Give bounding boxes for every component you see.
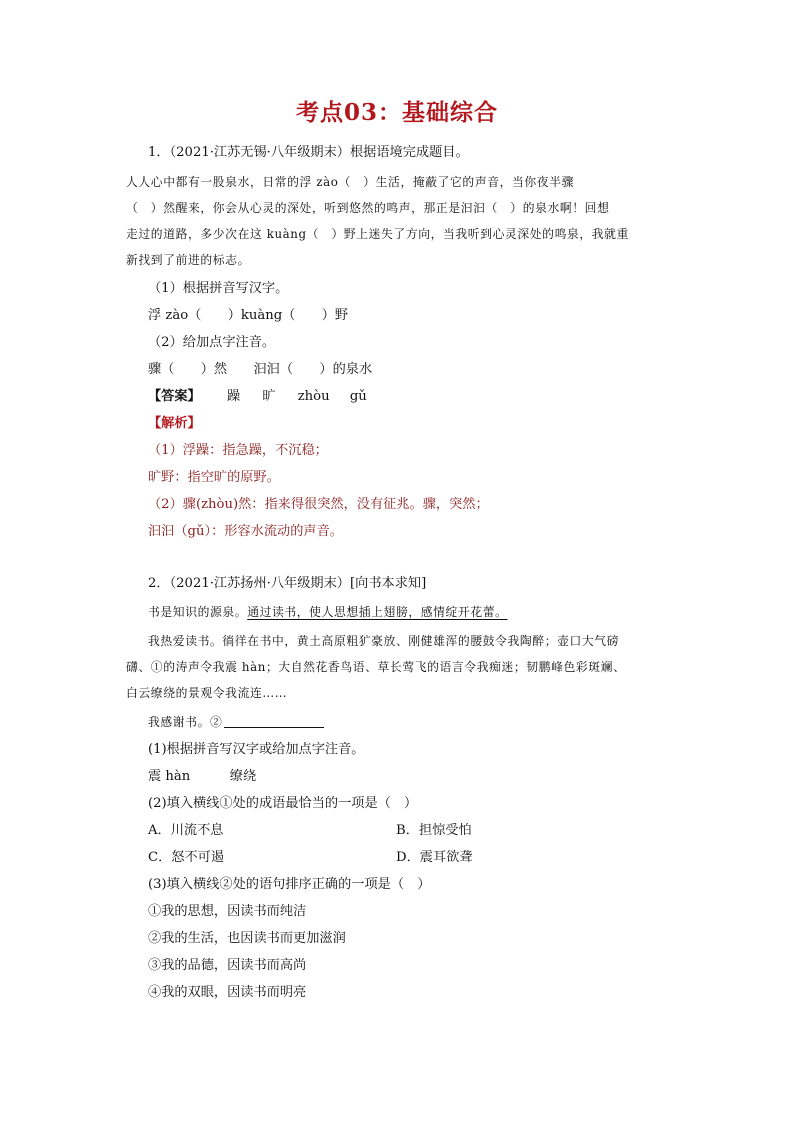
- answer-blank: [224, 713, 324, 728]
- q2-sub1-line: 震 hàn 缭绕: [148, 769, 257, 784]
- answer-value: 旷: [262, 389, 276, 404]
- q2-thanks-text: 我感谢书。②: [148, 715, 223, 729]
- q1-passage-line: （ ）然醒来，你会从心灵的深处，听到悠然的鸣声，那正是汩汩（ ）的泉水啊！回想: [126, 201, 610, 215]
- option-c: C．怒不可遏: [148, 850, 225, 865]
- q2-passage-line: 礴、①的涛声令我震 hàn；大自然花香鸟语、草长莺飞的语言令我痴迷；韧鹏峰色彩斑斓、: [126, 660, 626, 674]
- sentence-item: ③我的品德，因读书而高尚: [148, 958, 307, 973]
- q2-passage-line: 白云缭绕的景观令我流连……: [126, 686, 288, 700]
- analysis-tag: 【解析】: [148, 416, 201, 431]
- q2-intro-plain: 书是知识的源泉。: [148, 605, 248, 619]
- q1-answer-row: [148, 387, 367, 407]
- answer-value: 躁: [226, 389, 241, 404]
- page-title: 考点03：基础综合: [295, 99, 498, 126]
- q2-intro-underlined: 通过读书，使人思想插上翅膀，感情绽开花蕾。: [247, 605, 508, 619]
- q2-sub2-prompt: (2)填入横线①处的成语最恰当的一项是（ ）: [148, 796, 418, 811]
- analysis-line: 汩汩（gǔ）：形容水流动的声音。: [148, 524, 343, 539]
- analysis-line: （1）浮躁：指急躁，不沉稳；: [148, 443, 328, 458]
- q2-intro: [148, 602, 508, 622]
- answer-value: gǔ: [349, 389, 367, 404]
- q1-sub2-line: 骤（ ）然 汩汩（ ）的泉水: [148, 362, 373, 377]
- option-b: B．担惊受怕: [396, 823, 472, 838]
- q2-sub3-prompt: (3)填入横线②处的语句排序正确的一项是（ ）: [148, 877, 431, 892]
- analysis-row: [148, 414, 201, 434]
- q1-heading: 1．（2021·江苏无锡·八年级期末）根据语境完成题目。: [148, 145, 469, 160]
- q1-passage-line: 走过的道路，多少次在这 kuàng（ ）野上迷失了方向，当我听到心灵深处的鸣泉，我就重: [126, 227, 629, 241]
- q1-passage-line: 新找到了前进的标志。: [126, 253, 250, 267]
- sentence-item: ②我的生活，也因读书而更加滋润: [148, 931, 346, 946]
- answer-value: zhòu: [297, 389, 330, 404]
- q1-passage-line: 人人心中都有一股泉水，日常的浮 zào（ ）生活，掩蔽了它的声音，当你夜半骤: [126, 175, 574, 189]
- option-a: A．川流不息: [148, 823, 224, 838]
- q1-sub2-prompt: （2）给加点字注音。: [148, 335, 276, 350]
- q2-heading: 2．（2021·江苏扬州·八年级期末）[向书本求知]: [148, 576, 427, 591]
- analysis-line: （2）骤(zhòu)然：指来得很突然，没有征兆。骤，突然；: [148, 497, 489, 512]
- answer-tag: 【答案】: [148, 389, 201, 404]
- q2-passage-line: 我热爱读书。徜徉在书中，黄土高原粗犷豪放、刚健雄浑的腰鼓令我陶醉；壶口大气磅: [148, 634, 620, 648]
- sentence-item: ④我的双眼，因读书而明亮: [148, 985, 307, 1000]
- q2-thanks-line: [148, 712, 324, 732]
- q1-sub1-line: 浮 zào（ ）kuàng（ ）野: [148, 308, 349, 323]
- q1-sub1-prompt: （1）根据拼音写汉字。: [148, 281, 289, 296]
- analysis-line: 旷野：指空旷的原野。: [148, 470, 280, 485]
- option-d: D．震耳欲聋: [396, 850, 473, 865]
- sentence-item: ①我的思想，因读书而纯洁: [148, 904, 307, 919]
- q2-sub1-prompt: (1)根据拼音写汉字或给加点字注音。: [148, 742, 365, 757]
